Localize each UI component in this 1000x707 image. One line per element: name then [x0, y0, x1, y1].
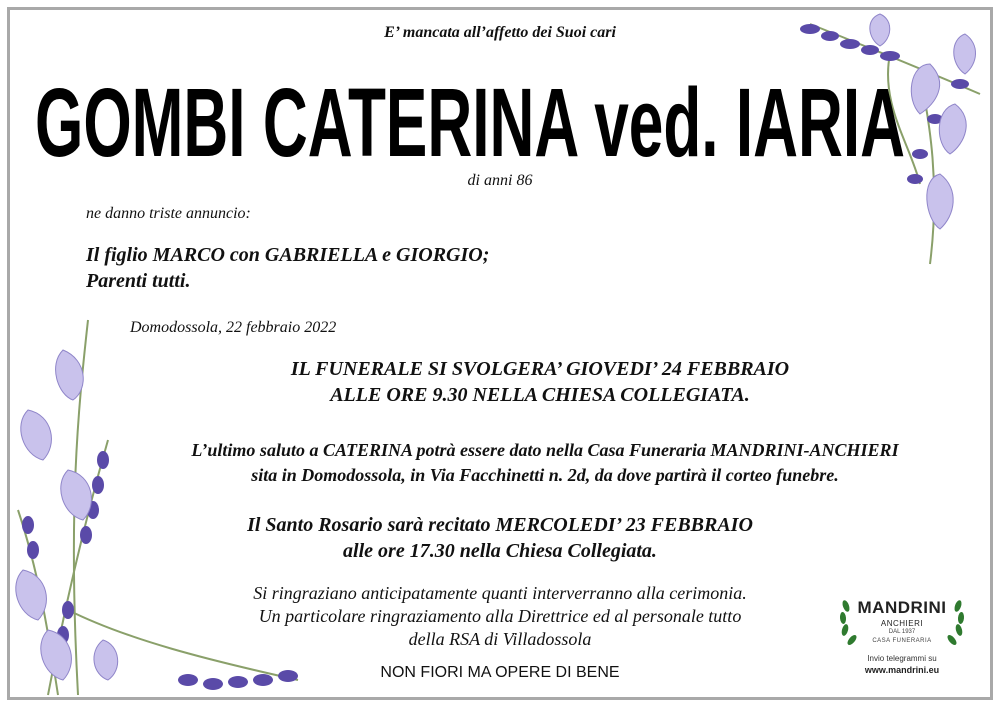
- deceased-name: GOMBI CATERINA ved. IARIA: [34, 69, 905, 164]
- farewell-line: L’ultimo saluto a CATERINA potrà essere dato nella Casa Funeraria MANDRINI-ANCHIERI: [191, 440, 899, 460]
- closing-note: NON FIORI MA OPERE DI BENE: [380, 664, 620, 681]
- thanks-line: Un particolare ringraziamento alla Direttrice ed al personale tutto: [258, 606, 742, 626]
- deceased-name-graphic: [20, 54, 920, 164]
- mourners-block: [86, 242, 489, 294]
- rosary-line: Il Santo Rosario sarà recitato MERCOLEDI’ 23 FEBBRAIO: [247, 514, 753, 536]
- funeral-home-logo: [836, 592, 968, 682]
- mourners-line: Il figlio MARCO con GABRIELLA e GIORGIO;: [86, 244, 490, 266]
- thanks-line: della RSA di Villadossola: [408, 629, 592, 649]
- farewell-line: sita in Domodossola, in Via Facchinetti n. 2d, da dove partirà il corteo funebre.: [251, 465, 839, 485]
- logo-type: CASA FUNERARIA: [872, 638, 932, 644]
- mourners-line: Parenti tutti.: [86, 270, 191, 292]
- funeral-line: ALLE ORE 9.30 NELLA CHIESA COLLEGIATA.: [330, 384, 750, 406]
- announce-line: ne danno triste annuncio:: [86, 205, 251, 222]
- logo-subtitle: ANCHIERI: [880, 619, 924, 628]
- logo-since: DAL 1937: [888, 629, 916, 635]
- logo-website: www.mandrini.eu: [864, 665, 940, 675]
- logo-contact: Invio telegrammi su: [867, 654, 937, 663]
- deceased-name-heading: [0, 54, 940, 164]
- rosary-info: [0, 512, 1000, 564]
- funeral-line: IL FUNERALE SI SVOLGERA’ GIOVEDI’ 24 FEBBRAIO: [290, 358, 790, 380]
- thanks-line: Si ringraziano anticipatamente quanti interverranno alla cerimonia.: [253, 583, 747, 603]
- age: di anni 86: [467, 172, 533, 189]
- intro-line: E’ mancata all’affetto dei Suoi cari: [384, 24, 616, 41]
- rosary-line: alle ore 17.30 nella Chiesa Collegiata.: [343, 540, 657, 562]
- funeral-info: [60, 356, 1000, 408]
- last-farewell-info: [40, 438, 1000, 488]
- logo-brand: MANDRINI: [857, 598, 947, 617]
- place-date: Domodossola, 22 febbraio 2022: [130, 319, 337, 336]
